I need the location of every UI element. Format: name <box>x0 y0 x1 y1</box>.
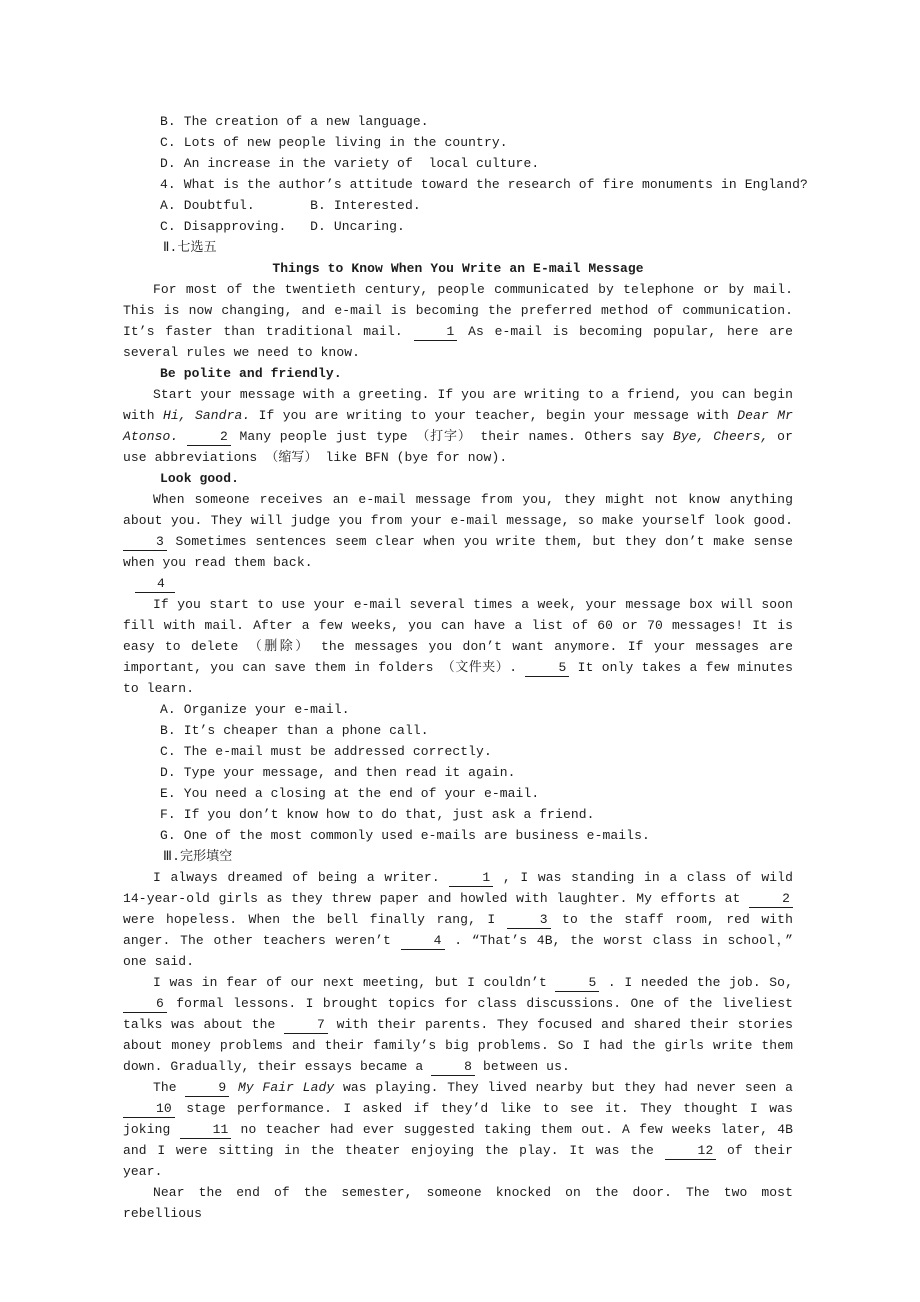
blank-10: 10 <box>123 1101 175 1118</box>
passage-title: Things to Know When You Write an E-mail Message <box>272 261 644 276</box>
reading-question-4: 4. What is the author’s attitude toward the research of fire monuments in England? <box>160 177 808 192</box>
passage-paragraph-1: For most of the twentieth century, people communicated by telephone or by mail. This is now changing, and e-mail is becoming the preferred method of communication. It’s faster than traditional mail. 1 As e-mail is becoming popular, here are several rules we need to know. <box>123 282 793 360</box>
blank-4: 4 <box>401 933 445 950</box>
blank-3: 3 <box>123 534 167 551</box>
choice-g: G. One of the most commonly used e-mails are business e-mails. <box>160 828 650 843</box>
blank-9: 9 <box>185 1080 229 1097</box>
reading-answers-row-2: C. Disapproving. D. Uncaring. <box>160 219 405 234</box>
blank-5: 5 <box>555 975 599 992</box>
choice-a: A. Organize your e-mail. <box>160 702 350 717</box>
cloze-paragraph-1: I always dreamed of being a writer. 1 , I was standing in a class of wild 14-year-old girls as they threw paper and howled with laughter. My efforts at 2 were hopeless. When the bell finally rang, I 3 to the staff room, red with anger. The other teachers weren’t 4 . “That’s 4B, the worst class in school，” one said. <box>123 870 793 969</box>
document-content <box>123 111 808 1224</box>
passage-subhead-2: Look good. <box>160 471 240 486</box>
reading-answers-row-1: A. Doubtful. B. Interested. <box>160 198 421 213</box>
cloze-paragraph-4: Near the end of the semester, someone knocked on the door. The two most rebellious <box>123 1185 793 1221</box>
cloze-paragraph-3: The 9 My Fair Lady was playing. They lived nearby but they had never seen a 10 stage performance. I asked if they’d like to see it. They thought I was joking 11 no teacher had ever suggested taking them out. A few weeks later, 4B and I were sitting in the theater enjoying the play. It was the 12 of their year. <box>123 1080 794 1179</box>
section-heading-seven-choose-five: Ⅱ.七选五 <box>163 240 217 255</box>
blank-3: 3 <box>507 912 551 929</box>
blank-1: 1 <box>449 870 493 887</box>
passage-paragraph-4: If you start to use your e-mail several times a week, your message box will soon fill with mail. After a few weeks, you can have a list of 60 or 70 messages! It is easy to delete （删除） the messages you don’t want anymore. If your messages are important, you can save them in folders （文件夹）. 5 It only takes a few minutes to learn. <box>123 597 793 696</box>
reading-option-d: D. An increase in the variety of local culture. <box>160 156 540 171</box>
blank-2: 2 <box>749 891 793 908</box>
blank-2: 2 <box>187 429 231 446</box>
section-heading-cloze: Ⅲ.完形填空 <box>163 849 233 864</box>
choice-e: E. You need a closing at the end of your e-mail. <box>160 786 540 801</box>
blank-11: 11 <box>180 1122 232 1139</box>
blank-6: 6 <box>123 996 167 1013</box>
passage-paragraph-3: When someone receives an e-mail message from you, they might not know anything about you. They will judge you from your e-mail message, so make yourself look good. 3 Sometimes sentences seem clear when you write them, but they don’t make sense when you read them back. <box>123 492 793 570</box>
choice-b: B. It’s cheaper than a phone call. <box>160 723 429 738</box>
reading-option-c: C. Lots of new people living in the country. <box>160 135 508 150</box>
passage-subhead-1: Be polite and friendly. <box>160 366 342 381</box>
choice-f: F. If you don’t know how to do that, just ask a friend. <box>160 807 595 822</box>
choice-d: D. Type your message, and then read it again. <box>160 765 516 780</box>
passage-blank-4-line <box>123 573 793 594</box>
blank-8: 8 <box>431 1059 475 1076</box>
blank-12: 12 <box>665 1143 717 1160</box>
choice-c: C. The e-mail must be addressed correctly. <box>160 744 492 759</box>
reading-option-b: B. The creation of a new language. <box>160 114 429 129</box>
blank-5: 5 <box>525 660 569 677</box>
blank-4: 4 <box>135 576 175 593</box>
blank-1: 1 <box>414 324 458 341</box>
passage-paragraph-2: Start your message with a greeting. If you are writing to a friend, you can begin with Hi, Sandra. If you are writing to your teacher, begin your message with Dear Mr Atonso. 2 Many people just type （打字） their names. Others say Bye, Cheers, or use abbreviations （缩写） like BFN (bye for now). <box>123 387 794 465</box>
blank-7: 7 <box>284 1017 328 1034</box>
cloze-paragraph-2: I was in fear of our next meeting, but I couldn’t 5 . I needed the job. So, 6 formal lessons. I brought topics for class discussions. One of the liveliest talks was about the 7 with their parents. They focused and shared their stories about money problems and their family’s big problems. So I had the girls write them down. Gradually, their essays became a 8 between us. <box>123 975 793 1074</box>
